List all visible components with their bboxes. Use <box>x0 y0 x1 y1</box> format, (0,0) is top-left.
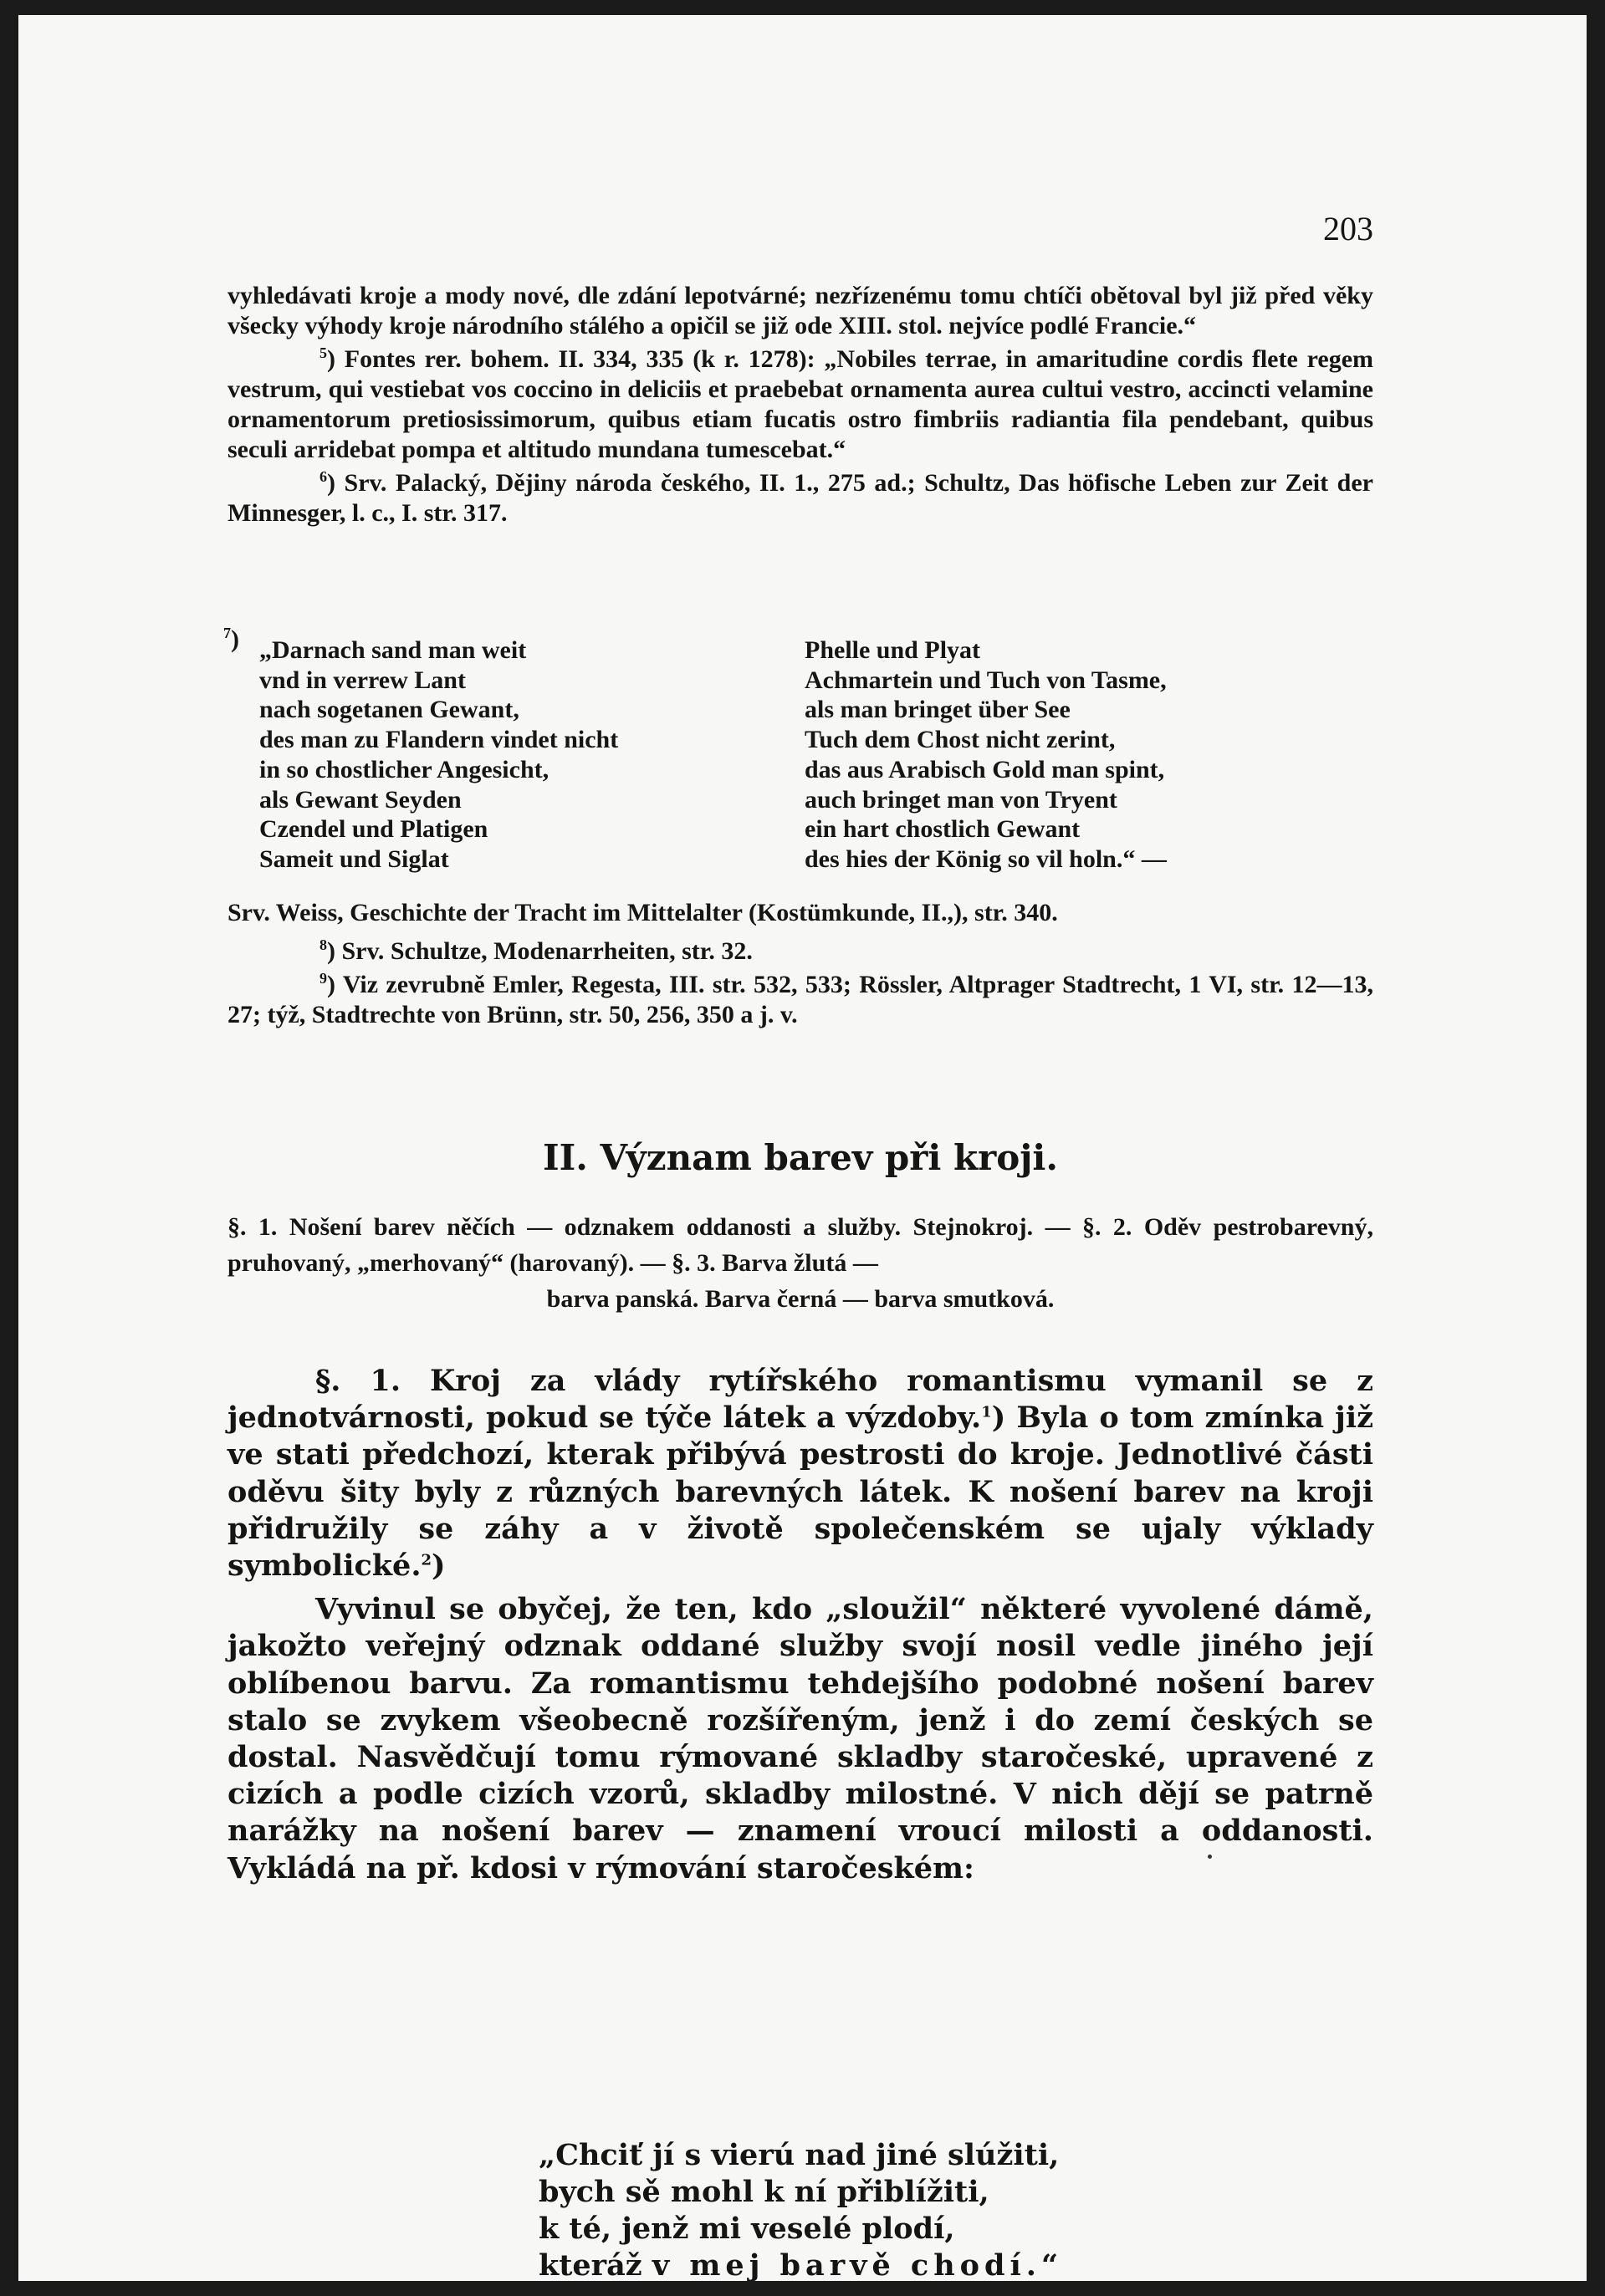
footnotes-top <box>227 281 1373 528</box>
verse-line: Czendel und Platigen <box>259 815 488 844</box>
paragraph-1 <box>227 1363 1373 1584</box>
body-text <box>227 1363 1373 1887</box>
footnote-9-text: ) Viz zevrubně Emler, Regesta, III. str. 532, 533; Rössler, Altprager Stadtrecht, 1 VI, str. 12—13, 27; týž, Stadtrechte von Brünn, str. 50, 256, 350 a j. v. <box>227 971 1373 1028</box>
verse-line: Tuch dem Chost nicht zerint, <box>805 726 1116 754</box>
footnote-6 <box>227 468 1373 528</box>
poem-line-2: bych sě mohl k ní přiblížiti, <box>539 2175 989 2209</box>
paragraph-1-part-b: ) Byla o tom zmínka již ve stati předchozí, kterak přibývá pestrosti do kroje. Jednotlivé části oděvu šity byly z různých barevných látek. K nošení barev na kroji přidružily se záhy a v životě společenském se ujaly výklady symbolické. <box>227 1401 1373 1584</box>
verse-line: ein hart chostlich Gewant <box>805 815 1081 844</box>
paragraph-1-part-a: §. 1. Kroj za vlády rytířského romantismu vymanil se z jednotvárnosti, pokud se týče látek a výzdoby. <box>227 1364 1373 1436</box>
verse-line: des hies der König so vil holn.“ — <box>805 844 1167 873</box>
footnote-8 <box>227 936 1373 967</box>
footnote-7-right-column <box>805 635 1167 875</box>
footnote-5-mark: 5 <box>319 344 327 361</box>
footnote-5-text: ) Fontes rer. bohem. II. 334, 335 (k r. 1278): „Nobiles terrae, in amaritudine cordis flete regem vestrum, qui vestiebat vos coccino in deliciis et praebebat ornamenta aurea cultui vestro, accincti velamine ornamentorum pretiosissimorum, quibus etiam fucatis ostro fimbriis radiantia fila pendebant, quibus seculi arridebat pompa et altitudo mundana tumescebat.“ <box>227 345 1373 463</box>
verse-line: Sameit und Siglat <box>259 844 449 873</box>
verse-line: „Darnach sand man weit <box>259 636 527 664</box>
footnote-7-left-column <box>259 635 618 875</box>
poem-line-4 <box>539 2248 1059 2281</box>
poem-line-3: k té, jenž mi veselé plodí, <box>539 2212 955 2246</box>
verse-line: des man zu Flandern vindet nicht <box>259 726 619 754</box>
poem-line-4-end: “ <box>1040 2248 1059 2281</box>
footnote-6-mark: 6 <box>319 468 327 485</box>
footnote-ref-2: 2 <box>421 1551 432 1569</box>
verse-line: Achmartein und Tuch von Tasme, <box>805 666 1167 694</box>
verse-line: auch bringet man von Tryent <box>805 785 1117 814</box>
chapter-heading: II. Význam barev při kroji. <box>542 1137 1059 1178</box>
summary-last-line: barva panská. Barva černá — barva smutková. <box>546 1285 1055 1313</box>
paragraph-1-part-c: ) <box>432 1549 446 1584</box>
paragraph-2: Vyvinul se obyčej, že ten, kdo „sloužil“ některé vyvolené dámě, jakožto veřejný odznak oddané služby svojí nosil vedle jiného její oblíbenou barvu. Za romantismu tehdejšího podobné nošení barev stalo se zvykem všeobecně rozšířeným, jenž i do zemí českých se dostal. Nasvědčují tomu rýmované skladby staročeské, upravené z cizích a podle cizích vzorů, skladby milostné. V nich dějí se patrně narážky na nošení barev — znamení vroucí milosti a oddanosti. Vykládá na př. kdosi v rýmování staročeském: <box>227 1592 1373 1885</box>
footnote-ref-1: 1 <box>981 1403 992 1421</box>
footnote-continuation: vyhledávati kroje a mody nové, dle zdání lepotvárné; nezřízenému tomu chtíči obětoval byl již před věky všecky výhody kroje národního stálého a opičil se již ode XIII. stol. nejvíce podlé Francie.“ <box>227 282 1373 339</box>
footnotes-bottom <box>227 936 1373 1030</box>
footnote-9 <box>227 970 1373 1030</box>
poem-line-4-start: kteráž <box>539 2248 652 2281</box>
verse-line: in so chostlicher Angesicht, <box>259 755 549 783</box>
verse-line: Phelle und Plyat <box>805 636 981 664</box>
page-number: 203 <box>1323 210 1373 247</box>
verse-line: als man bringet über See <box>805 696 1071 724</box>
footnote-9-mark: 9 <box>319 970 327 987</box>
page <box>18 15 1587 2281</box>
footnote-7-source: Srv. Weiss, Geschichte der Tracht im Mittelalter (Kostümkunde, II.,), str. 340. <box>227 899 1058 926</box>
poem-line-1: „Chciť jí s vierú nad jiné slúžiti, <box>539 2138 1060 2172</box>
poem-line-4-spaced: v mej barvě chodí. <box>652 2248 1041 2281</box>
footnote-8-text: ) Srv. Schultze, Modenarrheiten, str. 32. <box>327 937 753 965</box>
verse-line: nach sogetanen Gewant, <box>259 696 519 724</box>
print-speck <box>1208 1855 1212 1859</box>
chapter-summary <box>227 1209 1373 1317</box>
poem <box>539 2137 1059 2281</box>
verse-line: das aus Arabisch Gold man spint, <box>805 755 1165 783</box>
footnote-7-mark: $^7$) <box>223 625 239 653</box>
verse-line: vnd in verrew Lant <box>259 666 466 694</box>
footnote-5 <box>227 344 1373 465</box>
footnote-8-mark: 8 <box>319 936 327 953</box>
summary-text: §. 1. Nošení barev něčích — odznakem oddanosti a služby. Stejnokroj. — §. 2. Oděv pestrobarevný, pruhovaný, „merhovaný“ (harovaný). — §. 3. Barva žlutá — <box>227 1213 1373 1277</box>
verse-line: als Gewant Seyden <box>259 785 462 814</box>
footnote-6-text: ) Srv. Palacký, Dějiny národa českého, II. 1., 275 ad.; Schultz, Das höfische Leben zur Zeit der Minnesger, l. c., I. str. 317. <box>227 469 1373 527</box>
footnote-7-mark-sup: 7 <box>223 625 231 641</box>
